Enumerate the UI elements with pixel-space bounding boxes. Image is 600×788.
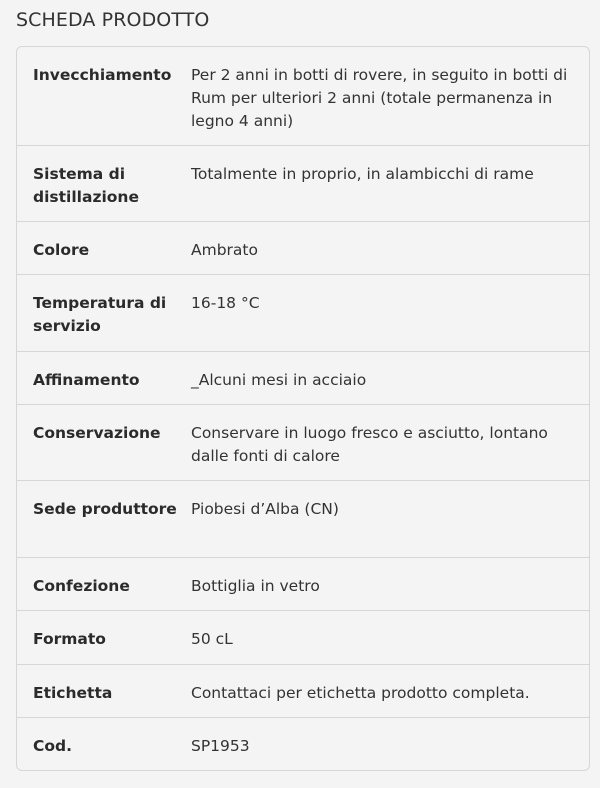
spec-label: Formato (33, 630, 106, 648)
spec-label: Etichetta (33, 684, 113, 702)
product-spec-table (16, 46, 590, 771)
spec-row-invecchiamento (17, 47, 589, 145)
spec-row-conservazione (17, 404, 589, 480)
spec-value: 50 cL (191, 630, 233, 648)
spec-row-colore (17, 221, 589, 274)
spec-row-temperatura-servizio (17, 274, 589, 351)
spec-value: Bottiglia in vetro (191, 577, 320, 595)
spec-value: SP1953 (191, 737, 250, 755)
spec-value: 16-18 °C (191, 294, 260, 312)
spec-row-cod (17, 717, 589, 770)
spec-value: Per 2 anni in botti di rovere, in seguito in botti di Rum per ulteriori 2 anni (totale permanenza in legno 4 anni) (191, 66, 568, 130)
spec-label: Temperatura di servizio (33, 294, 167, 335)
spec-row-sede-produttore (17, 480, 589, 557)
spec-value: Piobesi d’Alba (CN) (191, 500, 339, 518)
spec-value: Ambrato (191, 241, 258, 259)
page-title: SCHEDA PRODOTTO (16, 9, 210, 31)
spec-label: Conservazione (33, 424, 161, 442)
spec-value: Conservare in luogo fresco e asciutto, lontano dalle fonti di calore (191, 424, 548, 465)
spec-label: Sistema di distillazione (33, 165, 139, 206)
spec-label: Sede produttore (33, 500, 177, 518)
spec-value: Contattaci per etichetta prodotto completa. (191, 684, 530, 702)
spec-row-etichetta (17, 664, 589, 717)
spec-row-sistema-distillazione (17, 145, 589, 221)
spec-label: Confezione (33, 577, 130, 595)
spec-value: Totalmente in proprio, in alambicchi di rame (191, 165, 534, 183)
spec-label: Cod. (33, 737, 73, 755)
spec-row-affinamento (17, 351, 589, 404)
spec-label: Affinamento (33, 371, 140, 389)
spec-row-confezione (17, 557, 589, 610)
spec-row-formato (17, 610, 589, 664)
spec-value: _Alcuni mesi in acciaio (191, 371, 367, 389)
spec-label: Invecchiamento (33, 66, 172, 84)
spec-label: Colore (33, 241, 90, 259)
